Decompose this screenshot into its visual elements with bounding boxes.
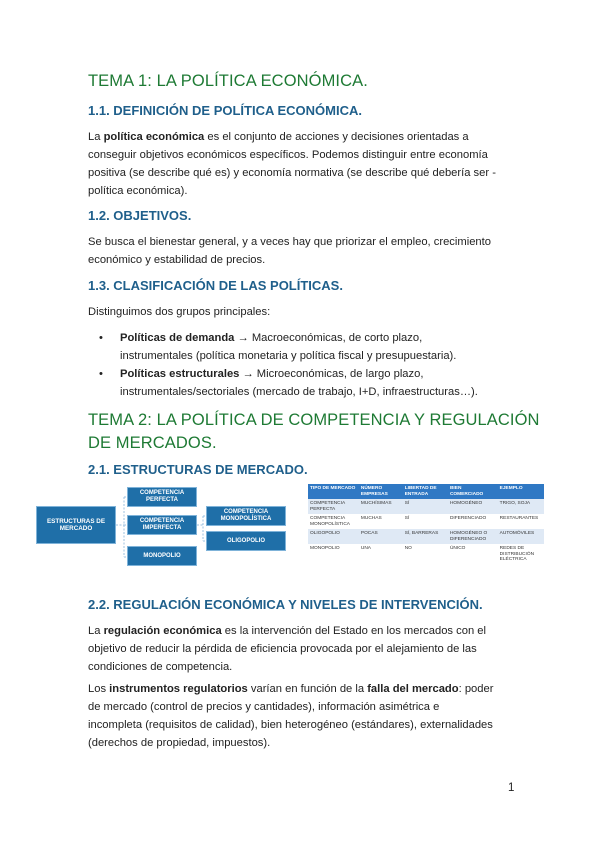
tema1-title: TEMA 1: LA POLÍTICA ECONÓMICA. <box>88 72 368 90</box>
section-1-1-paragraph: La política económica es el conjunto de acciones y decisiones orientadas a conseguir objetivos económicos específicos. Podemos distinguir entre economía positiva (se describe qué es) y economía normativa (se describe qué debería ser - política económica). <box>88 131 496 197</box>
diagram-root-box: ESTRUCTURAS DE MERCADO <box>36 506 116 544</box>
table-header-row: TIPO DE MERCADO NÚMERO EMPRESAS LIBERTAD DE ENTRADA BIEN COMERCIADO EJEMPLO <box>308 484 544 499</box>
section-1-2-paragraph: Se busca el bienestar general, y a veces hay que priorizar el empleo, crecimiento económico y estabilidad de precios. <box>88 236 491 266</box>
tema2-title: TEMA 2: LA POLÍTICA DE COMPETENCIA Y REGULACIÓN DE MERCADOS. <box>88 411 540 452</box>
section-1-2-heading: 1.2. OBJETIVOS. <box>88 208 192 223</box>
section-1-3-heading: 1.3. CLASIFICACIÓN DE LAS POLÍTICAS. <box>88 278 343 293</box>
section-1-1-heading: 1.1. DEFINICIÓN DE POLÍTICA ECONÓMICA. <box>88 103 362 118</box>
table-row: COMPETENCIA MONOPOLÍSTICA MUCHAS SÍ DIFERENCIADO RESTAURANTES <box>308 514 544 529</box>
list-item: • Políticas estructurales → Microeconómicas, de largo plazo, instrumentales/sectoriales (mercado de trabajo, I+D, infraestructuras…). <box>99 368 478 398</box>
page-number: 1 <box>508 782 515 794</box>
diagram-monopoly-box: MONOPOLIO <box>127 546 197 566</box>
table-row: MONOPOLIO UNA NO ÚNICO REDES DE DISTRIBUCIÓN ELÉCTRICA <box>308 544 544 565</box>
table-row: COMPETENCIA PERFECTA MUCHÍSIMAS SÍ HOMOGÉNEO TRIGO, SOJA <box>308 499 544 514</box>
market-table <box>308 484 544 565</box>
section-2-2-paragraph-2: Los instrumentos regulatorios varían en función de la falla del mercado: poder de mercado (control de precios y cantidades), información asimétrica e incompleta (requisitos de calidad), bien heterogéneo (estándares), externalidades (derechos de propiedad, impuestos). <box>88 683 494 749</box>
policy-list <box>88 329 528 401</box>
section-2-1-heading: 2.1. ESTRUCTURAS DE MERCADO. <box>88 462 308 477</box>
list-item: • Políticas de demanda → Macroeconómicas, de corto plazo, instrumentales (política monetaria y política fiscal y presupuestaria). <box>99 332 457 362</box>
diagram-oligopoly-box: OLIGOPOLIO <box>206 531 286 551</box>
diagram-monopolistic-box: COMPETENCIA MONOPOLÍSTICA <box>206 506 286 526</box>
table-row: OLIGOPOLIO POCAS SÍ, BARRERAS HOMOGÉNEO O DIFERENCIADO AUTOMÓVILES <box>308 529 544 544</box>
section-2-2-paragraph-1: La regulación económica es la intervención del Estado en los mercados con el objetivo de reducir la pérdida de eficiencia provocada por el alejamiento de las condiciones de competencia. <box>88 625 486 673</box>
market-structure-diagram <box>33 484 293 574</box>
bold-term: política económica <box>103 131 205 143</box>
diagram-perfect-competition-box: COMPETENCIA PERFECTA <box>127 487 197 507</box>
diagram-imperfect-competition-box: COMPETENCIA IMPERFECTA <box>127 515 197 535</box>
section-1-3-intro: Distinguimos dos grupos principales: <box>88 306 271 318</box>
section-2-2-heading: 2.2. REGULACIÓN ECONÓMICA Y NIVELES DE INTERVENCIÓN. <box>88 597 483 612</box>
